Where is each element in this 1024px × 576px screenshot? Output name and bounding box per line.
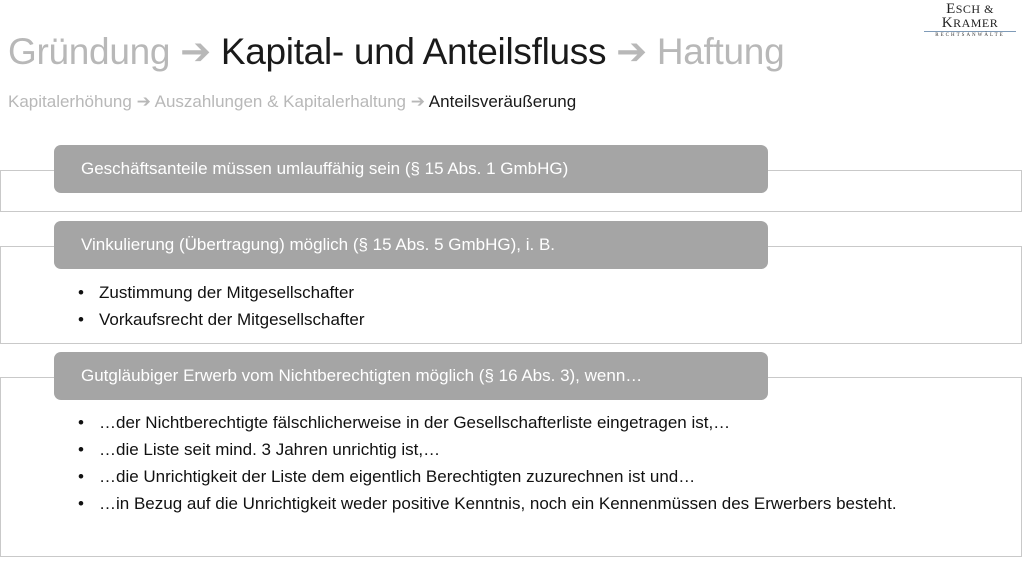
title-step-capital-flow: Kapital- und Anteilsfluss bbox=[220, 31, 607, 72]
logo-divider bbox=[924, 31, 1016, 32]
list-item: • …die Unrichtigkeit der Liste dem eigentlich Berechtigten zuzurechnen ist und… bbox=[78, 463, 958, 490]
restriction-bullet-list bbox=[78, 279, 958, 333]
page-title bbox=[8, 28, 784, 76]
list-item: • Vorkaufsrecht der Mitgesellschafter bbox=[78, 306, 958, 333]
list-item: • …in Bezug auf die Unrichtigkeit weder positive Kenntnis, noch ein Kennenmüssen des Erwerbers besteht. bbox=[78, 490, 958, 517]
section-heading-good-faith: Gutgläubiger Erwerb vom Nichtberechtigten möglich (§ 16 Abs. 3), wenn… bbox=[54, 352, 768, 400]
company-logo bbox=[922, 2, 1018, 39]
subtitle-step-share-transfer: Anteilsveräußerung bbox=[428, 92, 577, 111]
subtitle-step-capital-increase: Kapitalerhöhung bbox=[8, 92, 132, 111]
title-step-liability: Haftung bbox=[656, 31, 785, 72]
title-step-founding: Gründung bbox=[8, 31, 171, 72]
page-subtitle-breadcrumb bbox=[8, 90, 576, 114]
logo-subtitle: RECHTSANWÄLTE bbox=[935, 33, 1005, 38]
list-item: • …die Liste seit mind. 3 Jahren unrichtig ist,… bbox=[78, 436, 958, 463]
arrow-right-icon: ➔ bbox=[616, 31, 647, 72]
logo-wordmark: ESCH & KRAMER bbox=[941, 1, 999, 31]
section-heading-transferability: Geschäftsanteile müssen umlauffähig sein (§ 15 Abs. 1 GmbHG) bbox=[54, 145, 768, 193]
arrow-right-icon: ➔ bbox=[180, 31, 211, 72]
list-item: • Zustimmung der Mitgesellschafter bbox=[78, 279, 958, 306]
arrow-right-icon: ➔ bbox=[136, 92, 151, 111]
list-item: • …der Nichtberechtigte fälschlicherweise in der Gesellschafterliste eingetragen ist,… bbox=[78, 409, 958, 436]
section-heading-restriction: Vinkulierung (Übertragung) möglich (§ 15 Abs. 5 GmbHG), i. B. bbox=[54, 221, 768, 269]
good-faith-bullet-list bbox=[78, 409, 958, 517]
arrow-right-icon: ➔ bbox=[410, 92, 425, 111]
subtitle-step-payouts: Auszahlungen & Kapitalerhaltung bbox=[154, 92, 407, 111]
